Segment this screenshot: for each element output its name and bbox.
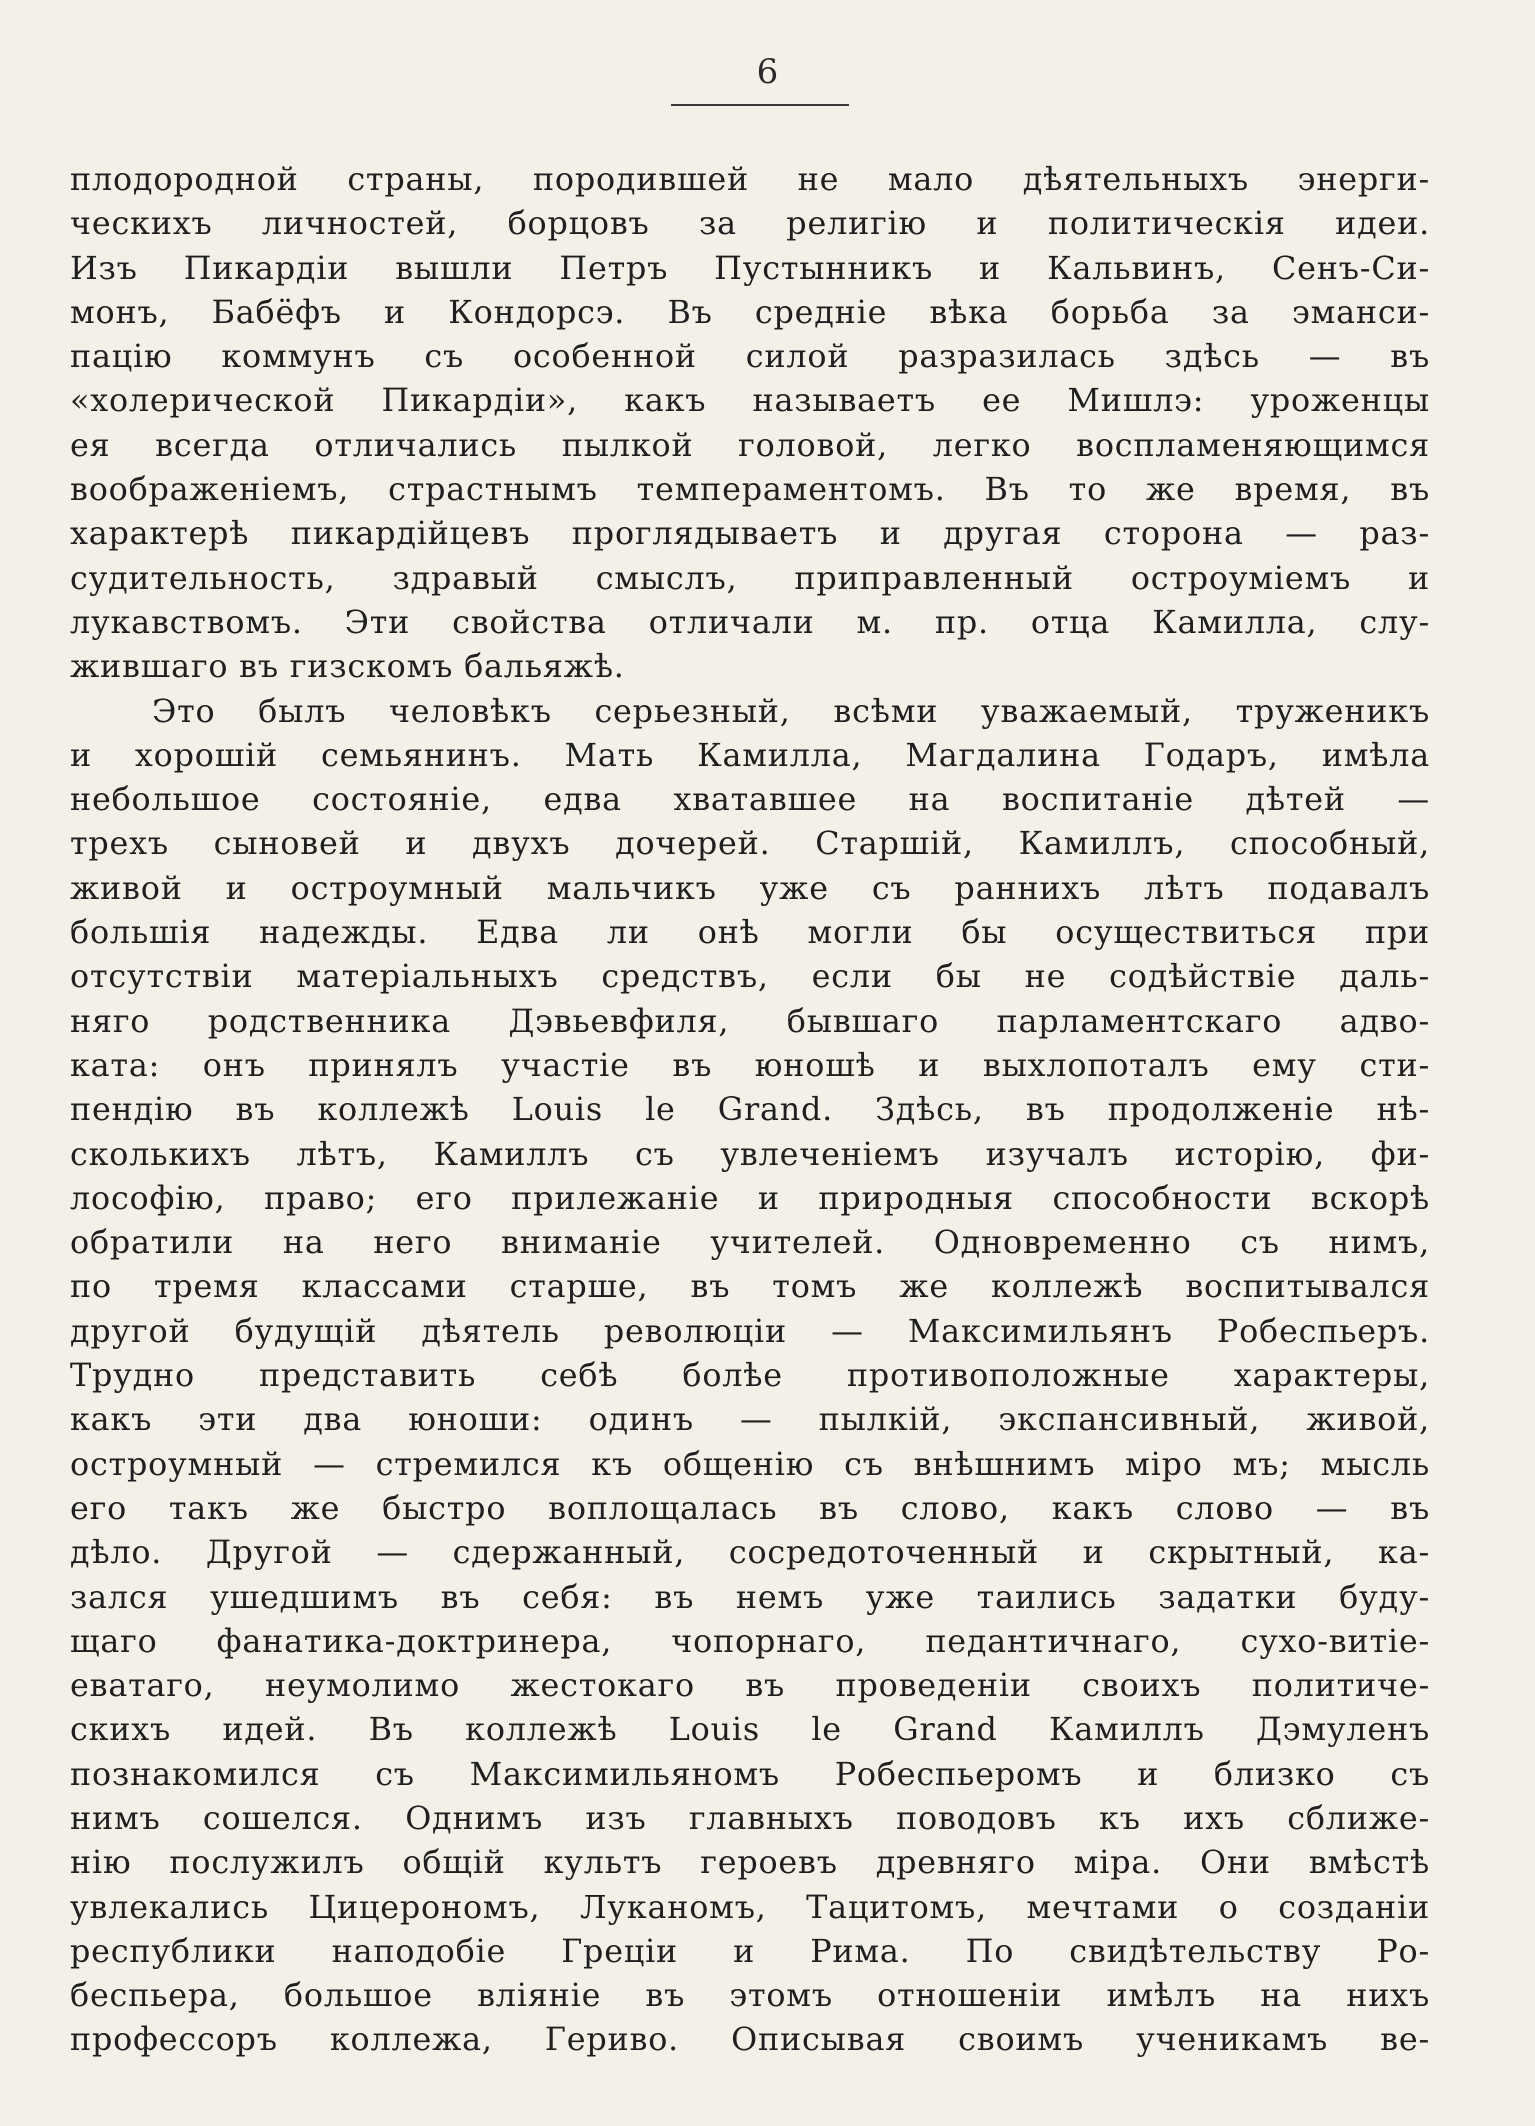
text-line: «холерической Пикардіи», какъ называетъ ее Мишлэ: уроженцы bbox=[70, 382, 1430, 420]
text-line: дѣло. Другой — сдержанный, сосредоточенный и скрытный, ка- bbox=[70, 1534, 1430, 1572]
text-line: сколькихъ лѣтъ, Камиллъ съ увлеченіемъ изучалъ исторію, фи- bbox=[70, 1135, 1430, 1173]
text-line: трехъ сыновей и двухъ дочерей. Старшій, Камиллъ, способный, bbox=[70, 825, 1430, 863]
text-line: няго родственника Дэвьевфиля, бывшаго парламентскаго адво- bbox=[70, 1002, 1430, 1040]
text-line: живой и остроумный мальчикъ уже съ раннихъ лѣтъ подавалъ bbox=[70, 869, 1430, 907]
text-line: монъ, Бабёфъ и Кондорсэ. Въ средніе вѣка борьба за эманси- bbox=[70, 293, 1430, 331]
paragraph-1 bbox=[70, 158, 1430, 690]
text-line: ката: онъ принялъ участіе въ юношѣ и выхлопоталъ ему сти- bbox=[70, 1046, 1430, 1084]
text-line: лософію, право; его прилежаніе и природныя способности вскорѣ bbox=[70, 1179, 1430, 1217]
text-line: ческихъ личностей, борцовъ за религію и политическія идеи. bbox=[70, 205, 1430, 243]
text-line: плодородной страны, породившей не мало дѣятельныхъ энерги- bbox=[70, 161, 1430, 198]
text-line: его такъ же быстро воплощалась въ слово, какъ слово — въ bbox=[70, 1489, 1430, 1527]
paragraph-2 bbox=[70, 690, 1430, 2063]
text-line: и хорошій семьянинъ. Мать Камилла, Магдалина Годаръ, имѣла bbox=[70, 736, 1430, 774]
text-line: нію послужилъ общій культъ героевъ древняго міра. Они вмѣстѣ bbox=[70, 1844, 1430, 1882]
text-line: по тремя классами старше, въ томъ же коллежѣ воспитывался bbox=[70, 1268, 1430, 1306]
text-line: лукавствомъ. Эти свойства отличали м. пр. отца Камилла, слу- bbox=[70, 603, 1430, 641]
text-line: пацію коммунъ съ особенной силой разразилась здѣсь — въ bbox=[70, 338, 1430, 376]
text-line: какъ эти два юноши: одинъ — пылкій, экспансивный, живой, bbox=[70, 1401, 1430, 1439]
text-line: скихъ идей. Въ коллежѣ Louis le Grand Камиллъ Дэмуленъ bbox=[70, 1711, 1430, 1749]
text-line: судительность, здравый смыслъ, приправленный остроуміемъ и bbox=[70, 559, 1430, 597]
text-line: увлекались Цицерономъ, Луканомъ, Тацитомъ, мечтами о созданіи bbox=[70, 1888, 1430, 1926]
text-line: остроумный — стремился къ общенію съ внѣшнимъ міро мъ; мысль bbox=[70, 1445, 1430, 1483]
text-line: Это былъ человѣкъ серьезный, всѣми уважаемый, труженикъ bbox=[152, 692, 1430, 730]
text-line: воображеніемъ, страстнымъ темпераментомъ. Въ то же время, въ bbox=[70, 471, 1430, 509]
text-line: еватаго, неумолимо жестокаго въ проведеніи своихъ политиче- bbox=[70, 1667, 1430, 1705]
text-line: Изъ Пикардіи вышли Петръ Пустынникъ и Кальвинъ, Сенъ-Си- bbox=[70, 249, 1430, 287]
text-line: характерѣ пикардійцевъ проглядываетъ и другая сторона — раз- bbox=[70, 515, 1430, 553]
header-rule bbox=[671, 104, 849, 106]
text-line: беспьера, большое вліяніе въ этомъ отношеніи имѣлъ на нихъ bbox=[70, 1977, 1430, 2015]
text-line: другой будущій дѣятель революціи — Максимильянъ Робеспьеръ. bbox=[70, 1312, 1430, 1350]
text-line: нимъ сошелся. Однимъ изъ главныхъ поводовъ къ ихъ сближе- bbox=[70, 1799, 1430, 1837]
text-line: познакомился съ Максимильяномъ Робеспьеромъ и близко съ bbox=[70, 1755, 1430, 1793]
text-line: Трудно представить себѣ болѣе противоположные характеры, bbox=[70, 1357, 1430, 1395]
text-line: небольшое состояніе, едва хватавшее на воспитаніе дѣтей — bbox=[70, 781, 1430, 819]
text-line: жившаго въ гизскомъ бальяжѣ. bbox=[70, 648, 625, 686]
text-line: пендію въ коллежѣ Louis le Grand. Здѣсь, въ продолженіе нѣ- bbox=[70, 1091, 1430, 1129]
text-line: профессоръ коллежа, Гериво. Описывая своимъ ученикамъ ве- bbox=[70, 2021, 1430, 2059]
page-number: 6 bbox=[756, 52, 779, 92]
text-line: щаго фанатика-доктринера, чопорнаго, педантичнаго, сухо-витіе- bbox=[70, 1622, 1430, 1660]
text-line: зался ушедшимъ въ себя: въ немъ уже таились задатки буду- bbox=[70, 1578, 1430, 1616]
text-line: обратили на него вниманіе учителей. Одновременно съ нимъ, bbox=[70, 1224, 1430, 1262]
text-line: ея всегда отличались пылкой головой, легко воспламеняющимся bbox=[70, 426, 1430, 464]
text-line: республики наподобіе Греціи и Рима. По свидѣтельству Ро- bbox=[70, 1932, 1430, 1970]
text-line: отсутствіи матеріальныхъ средствъ, если бы не содѣйствіе даль- bbox=[70, 958, 1430, 996]
body-text bbox=[70, 158, 1430, 2063]
text-line: большія надежды. Едва ли онѣ могли бы осуществиться при bbox=[70, 914, 1430, 952]
